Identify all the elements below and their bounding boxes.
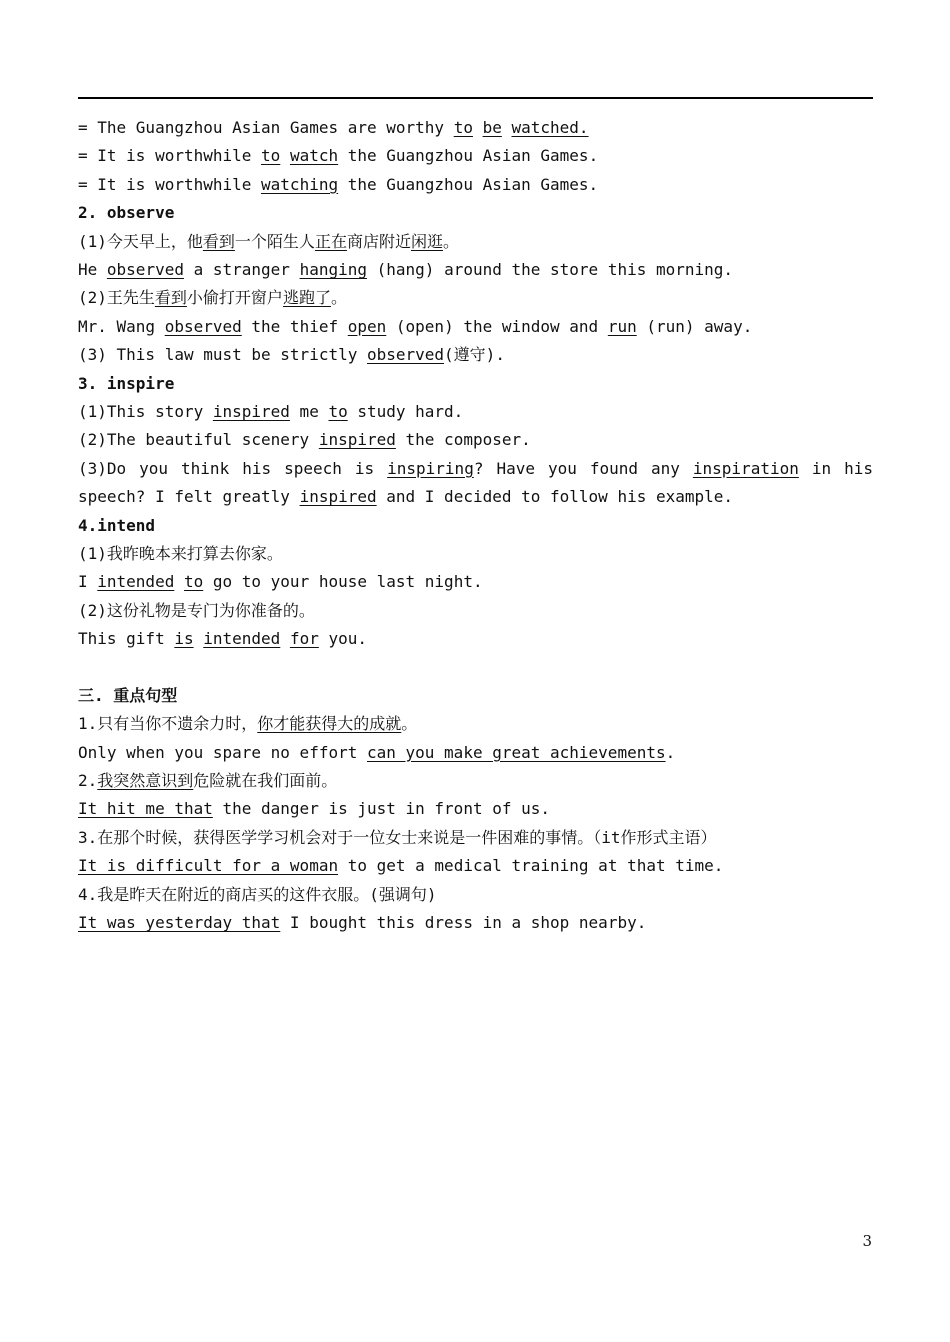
text-line bbox=[78, 739, 873, 767]
section-heading bbox=[78, 512, 873, 540]
text-segment: 危险就在我们面前。 bbox=[193, 771, 338, 791]
text-line bbox=[78, 795, 873, 823]
text-segment: 商店附近 bbox=[346, 231, 411, 251]
text-line bbox=[78, 625, 873, 653]
text-segment: (1)This story bbox=[78, 401, 213, 421]
section-heading bbox=[78, 682, 873, 710]
text-segment: 小偷打开窗户 bbox=[186, 288, 283, 308]
underlined-answer: to bbox=[453, 118, 473, 137]
text-line bbox=[78, 142, 873, 170]
underlined-answer: inspired bbox=[299, 487, 377, 507]
text-segment: study hard. bbox=[347, 401, 464, 421]
underlined-answer: observed bbox=[164, 316, 242, 336]
underlined-answer: 看到 bbox=[154, 288, 187, 308]
text-segment: 。 bbox=[401, 714, 418, 734]
underlined-answer: run bbox=[607, 316, 637, 336]
underlined-answer: 看到 bbox=[202, 231, 235, 251]
text-line bbox=[78, 881, 873, 909]
text-segment: (2)The beautiful scenery bbox=[78, 430, 319, 450]
text-segment: 2. bbox=[78, 771, 98, 791]
text-segment: and I decided to follow his example. bbox=[376, 487, 734, 507]
text-line bbox=[78, 909, 873, 937]
underlined-answer: to bbox=[328, 401, 348, 421]
underlined-answer: 你才能获得大的成就 bbox=[257, 714, 402, 734]
text-segment: He bbox=[78, 259, 107, 279]
underlined-answer: inspired bbox=[318, 430, 396, 450]
underlined-answer: can you make great achievements bbox=[366, 742, 666, 762]
blank-line bbox=[78, 653, 873, 681]
underlined-answer: It is difficult for a woman bbox=[78, 856, 339, 876]
underlined-answer: watched. bbox=[511, 118, 589, 137]
text-segment: 。 bbox=[330, 288, 347, 308]
text-segment: Mr. Wang bbox=[78, 316, 165, 336]
underlined-answer: inspiration bbox=[692, 458, 799, 478]
text-segment: 4.intend bbox=[78, 515, 156, 535]
text-segment: (3) This law must be strictly bbox=[78, 345, 367, 365]
document-body bbox=[78, 114, 873, 937]
text-segment: to get a medical training at that time. bbox=[338, 856, 724, 876]
text-segment: Only when you spare no effort bbox=[78, 742, 367, 762]
text-segment bbox=[280, 146, 290, 165]
text-segment: I bought this dress in a shop nearby. bbox=[280, 912, 647, 932]
text-line bbox=[78, 852, 873, 880]
underlined-answer: intended bbox=[203, 629, 281, 649]
text-segment: 2. observe bbox=[78, 203, 175, 223]
text-segment: (遵守). bbox=[444, 345, 505, 365]
underlined-answer: inspiring bbox=[387, 458, 474, 478]
text-line bbox=[78, 256, 873, 284]
text-segment bbox=[502, 118, 512, 137]
underlined-answer: for bbox=[289, 629, 319, 649]
underlined-answer: to bbox=[183, 572, 204, 592]
text-line bbox=[78, 313, 873, 341]
text-segment: (1)今天早上，他 bbox=[78, 231, 203, 251]
text-segment: 4.我是昨天在附近的商店买的这件衣服。(强调句) bbox=[78, 884, 437, 904]
text-segment: go to your house last night. bbox=[203, 572, 483, 592]
text-line bbox=[78, 228, 873, 256]
underlined-answer: observed bbox=[106, 259, 184, 279]
text-segment: 1.只有当你不遗余力时， bbox=[78, 714, 258, 734]
underlined-answer: 正在 bbox=[314, 231, 347, 251]
text-segment: (3)Do you think his speech is bbox=[78, 458, 388, 478]
underlined-answer: 闲逛 bbox=[410, 231, 443, 251]
text-segment: This gift bbox=[78, 629, 175, 649]
text-segment: ? Have you found any bbox=[473, 458, 693, 478]
text-line bbox=[78, 767, 873, 795]
text-segment: the Guangzhou Asian Games. bbox=[338, 146, 599, 166]
text-segment: I bbox=[78, 572, 98, 592]
underlined-answer: intended bbox=[97, 572, 175, 592]
text-line bbox=[78, 710, 873, 738]
page-number: 3 bbox=[862, 1232, 872, 1250]
text-segment: you. bbox=[318, 629, 368, 649]
underlined-answer: watch bbox=[289, 146, 339, 166]
text-line bbox=[78, 171, 873, 199]
underlined-answer: is bbox=[174, 629, 194, 649]
text-segment bbox=[473, 118, 483, 137]
text-segment: 三. 重点句型 bbox=[78, 685, 178, 705]
section-heading bbox=[78, 370, 873, 398]
text-segment: the composer. bbox=[395, 430, 531, 450]
text-segment: me bbox=[289, 401, 329, 421]
underlined-answer: 我突然意识到 bbox=[97, 771, 194, 791]
text-segment: the thief bbox=[241, 316, 348, 336]
text-segment: 。 bbox=[442, 231, 459, 251]
text-segment: 3.在那个时候，获得医学学习机会对于一位女士来说是一件困难的事情。（it作形式主语） bbox=[78, 827, 717, 847]
underlined-answer: watching bbox=[261, 174, 339, 194]
section-heading bbox=[78, 199, 873, 227]
text-segment: 3. inspire bbox=[78, 373, 175, 393]
text-line bbox=[78, 455, 873, 512]
underlined-answer: open bbox=[347, 316, 387, 336]
text-line bbox=[78, 597, 873, 625]
text-segment bbox=[174, 572, 184, 591]
text-segment: . bbox=[665, 742, 676, 762]
underlined-answer: It hit me that bbox=[78, 799, 213, 819]
text-segment: in his speech? I felt greatly bbox=[78, 458, 873, 507]
text-segment: (2)这份礼物是专门为你准备的。 bbox=[78, 600, 315, 620]
text-line bbox=[78, 398, 873, 426]
underlined-answer: observed bbox=[366, 345, 445, 365]
underlined-answer: It was yesterday that bbox=[78, 912, 281, 932]
text-line bbox=[78, 284, 873, 312]
text-segment: a stranger bbox=[183, 259, 300, 279]
text-segment bbox=[194, 629, 204, 648]
text-line bbox=[78, 568, 873, 596]
text-segment: (1)我昨晚本来打算去你家。 bbox=[78, 543, 283, 563]
text-segment: (2)王先生 bbox=[78, 288, 155, 308]
underlined-answer: be bbox=[482, 118, 502, 137]
text-segment: the Guangzhou Asian Games. bbox=[338, 174, 599, 194]
underlined-answer: to bbox=[261, 146, 281, 166]
underlined-answer: hanging bbox=[299, 259, 367, 279]
text-line bbox=[78, 341, 873, 369]
text-segment: the danger is just in front of us. bbox=[212, 799, 551, 819]
text-segment: = It is worthwhile bbox=[78, 174, 262, 194]
text-segment: 一个陌生人 bbox=[234, 231, 315, 251]
text-segment: = It is worthwhile bbox=[78, 146, 262, 166]
text-line bbox=[78, 540, 873, 568]
underlined-answer: 逃跑了 bbox=[282, 288, 331, 308]
text-segment: (hang) around the store this morning. bbox=[367, 259, 734, 279]
text-line bbox=[78, 426, 873, 454]
text-segment bbox=[280, 629, 290, 648]
underlined-answer: inspired bbox=[212, 401, 290, 421]
text-segment: = The Guangzhou Asian Games are worthy bbox=[78, 118, 454, 137]
text-line bbox=[78, 824, 873, 852]
text-segment: (run) away. bbox=[636, 316, 753, 336]
text-segment: (open) the window and bbox=[386, 316, 608, 336]
header-rule bbox=[78, 97, 873, 99]
text-line bbox=[78, 114, 873, 142]
